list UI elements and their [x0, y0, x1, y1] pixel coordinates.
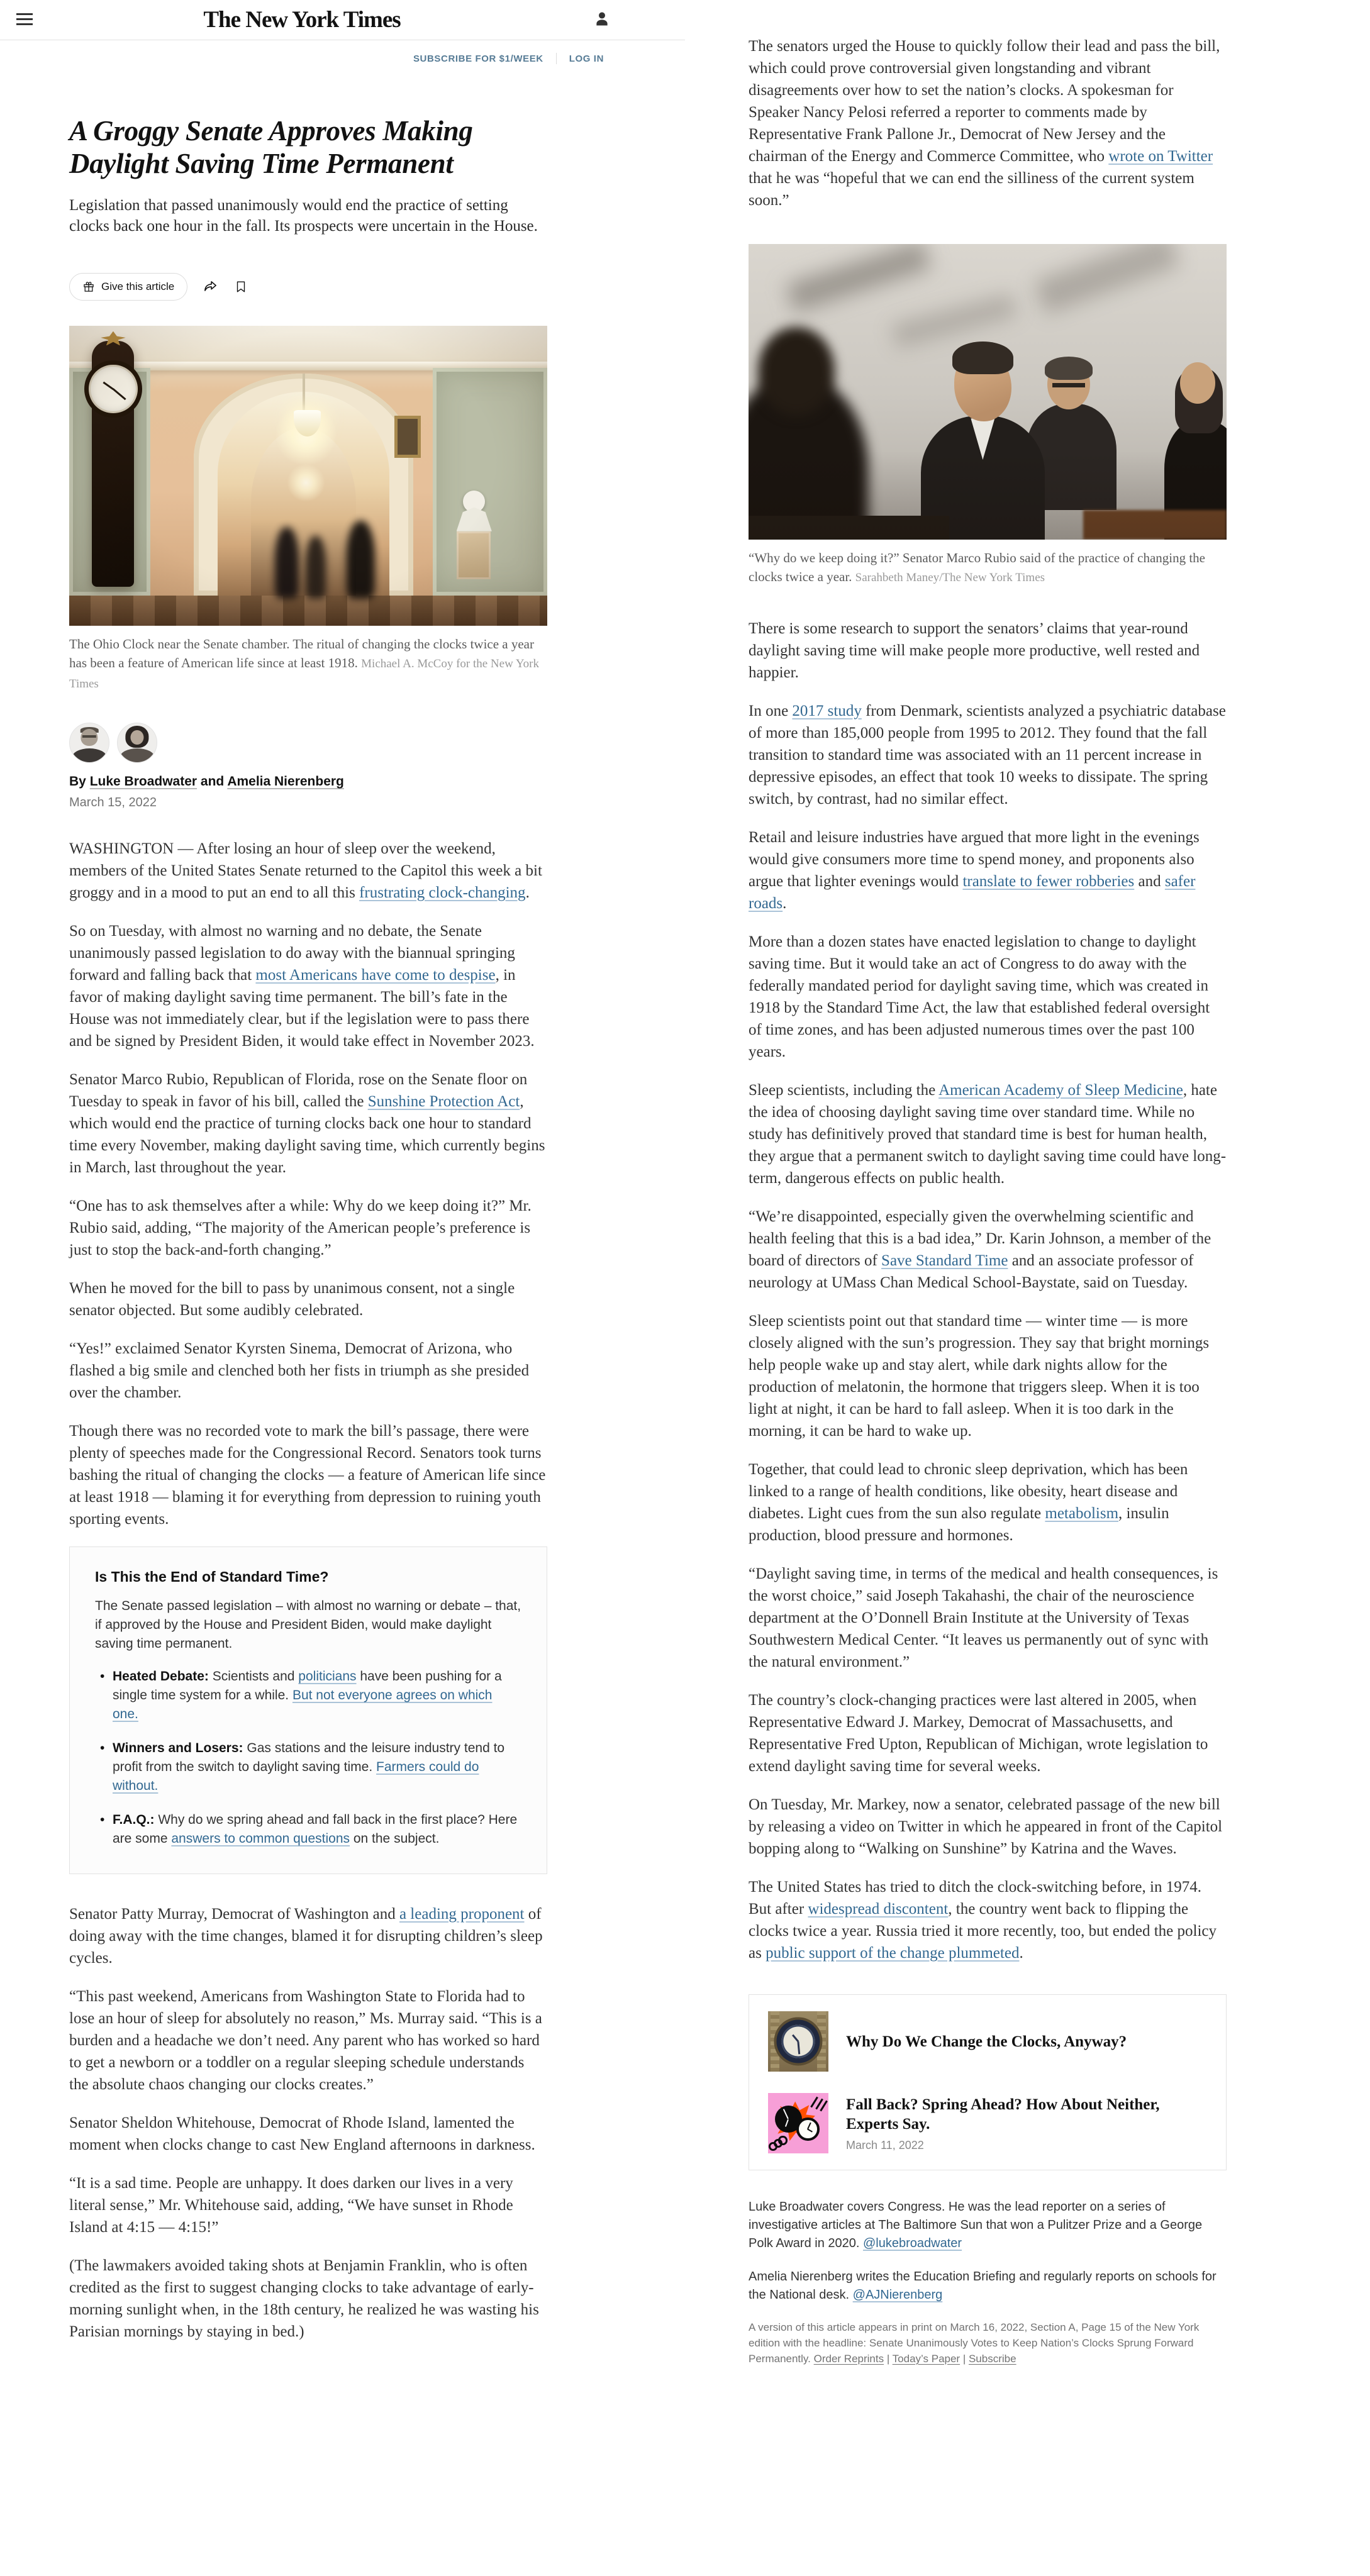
infobox-bullet: • Heated Debate: Scientists and politicians have been pushing for a single time system for a while. But not everyone agrees on which one. — [95, 1667, 521, 1724]
inline-link[interactable]: Farmers could do without. — [113, 1760, 479, 1793]
article-paragraph: So on Tuesday, with almost no warning and no debate, the Senate unanimously passed legislation to do away with the biannual springing forward and falling back that most Americans have come to despise, in favor of making daylight saving time permanent. The bill’s fate in the House was not immediately clear, but if the legislation were to pass there and be signed by President Biden, it would take effect in November 2023. — [69, 923, 535, 1050]
rubio-photo-credit: Sarahbeth Maney/The New York Times — [855, 571, 1045, 584]
inline-link[interactable]: answers to common questions — [171, 1831, 350, 1846]
inline-link[interactable]: frustrating clock-changing — [359, 884, 526, 901]
infobox-title: Is This the End of Standard Time? — [95, 1568, 329, 1585]
share-icon[interactable] — [203, 279, 219, 295]
inline-link[interactable]: most Americans have come to despise — [255, 967, 496, 984]
article-paragraph: The senators urged the House to quickly follow their lead and pass the bill, which could prove controversial given longstanding and vibrant disagreements over how to set the nation’s clocks. A spokesman for Speaker Nancy Pelosi referred a reporter to comments made by Representative Frank Pallone Jr., Democrat of New Jersey and the chairman of the Energy and Commerce Committee, who wrote on Twitter that he was “hopeful that we can end the silliness of the current system soon.” — [749, 38, 1220, 209]
inline-link[interactable]: Amelia Nierenberg — [227, 774, 344, 789]
user-icon[interactable] — [593, 10, 611, 30]
subscribe-bar — [0, 40, 685, 77]
byline: By Luke Broadwater and Amelia Nierenberg — [69, 774, 344, 789]
article-paragraph: “One has to ask themselves after a while: Why do we keep doing it?” Mr. Rubio said, adding, “The majority of the American people’s preference is just to stop the back-and-forth changing.” — [69, 1197, 532, 1258]
rubio-hearing-photo[interactable] — [749, 244, 1227, 540]
article-paragraph: There is some research to support the senators’ claims that year-round daylight saving time will make people more productive, well rested and happier. — [749, 620, 1200, 681]
article-left — [69, 114, 547, 2343]
article-body — [749, 35, 1227, 211]
author-avatars — [69, 723, 547, 763]
inline-link[interactable]: Save Standard Time — [881, 1252, 1008, 1269]
article-paragraph: Senator Patty Murray, Democrat of Washington and a leading proponent of doing away with the time changes, blamed it for disrupting children’s sleep cycles. — [69, 1906, 543, 1967]
article-paragraph: Retail and leisure industries have argued that more light in the evenings would give consumers more time to spend money, and proponents also argue that lighter evenings would translate to fewer robberies and safer roads. — [749, 829, 1200, 912]
article-paragraph: When he moved for the bill to pass by unanimous consent, not a single senator objected. But some audibly celebrated. — [69, 1280, 515, 1319]
nyt-logo[interactable]: The New York Times — [203, 7, 401, 33]
inline-link[interactable]: Subscribe — [968, 2353, 1016, 2365]
related-date: March 11, 2022 — [846, 2138, 924, 2151]
author-bio: Luke Broadwater covers Congress. He was the lead reporter on a series of investigative articles at The Baltimore Sun that won a Pulitzer Prize and a George Polk Award in 2020. @lukebroadwater — [749, 2200, 1203, 2250]
article-body — [69, 838, 547, 1530]
lead-photo-ohio-clock[interactable] — [69, 326, 547, 626]
gift-icon — [82, 280, 95, 293]
article-paragraph: Sleep scientists, including the American Academy of Sleep Medicine, hate the idea of choosing daylight saving time over standard time. While no study has definitively proved that standard time is best for human health, they argue that a permanent switch to daylight saving time could have long-term, dangerous effects on public health. — [749, 1082, 1227, 1187]
related-title[interactable]: Why Do We Change the Clocks, Anyway? — [846, 2033, 1127, 2050]
article-body — [749, 618, 1227, 1964]
inline-link[interactable]: @lukebroadwater — [862, 2236, 962, 2250]
infobox-list — [95, 1667, 521, 1848]
page-column-right — [685, 0, 1370, 2576]
avatar-amelia-nierenberg[interactable] — [117, 723, 157, 763]
article-paragraph: “It is a sad time. People are unhappy. It does darken our lives in a very literal sense,” Mr. Whitehouse said, adding, “We have sunset in Rhode Island at 4:15 — 4:15!” — [69, 2175, 513, 2236]
article-body — [69, 1903, 547, 2343]
avatar-luke-broadwater[interactable] — [69, 723, 109, 763]
inline-link[interactable]: safer roads — [749, 873, 1196, 912]
article-paragraph: “Yes!” exclaimed Senator Kyrsten Sinema, Democrat of Arizona, who flashed a big smile and clenched both her fists in triumph as she presided over the chamber. — [69, 1340, 530, 1401]
inline-link[interactable]: @AJNierenberg — [852, 2288, 943, 2302]
divider — [556, 53, 557, 64]
article-paragraph: Senator Marco Rubio, Republican of Florida, rose on the Senate floor on Tuesday to speak in favor of his bill, called the Sunshine Protection Act, which would end the practice of turning clocks back one hour to standard time every November, making daylight saving time, which currently begins in March, last throughout the year. — [69, 1071, 545, 1176]
lead-photo-credit: Michael A. McCoy for the New York Times — [69, 657, 539, 691]
article-paragraph: (The lawmakers avoided taking shots at Benjamin Franklin, who is often credited as the first to suggest changing clocks to take advantage of early-morning sunlight when, in the 18th century, he realized he was wasting his Parisian mornings by staying in bed.) — [69, 2257, 539, 2340]
infobox — [69, 1546, 547, 1874]
inline-link[interactable]: Order Reprints — [813, 2353, 884, 2365]
article-paragraph: “Daylight saving time, in terms of the medical and health consequences, is the worst choice,” said Joseph Takahashi, the chair of the neuroscience department at the O’Donnell Brain Institute at the University of Texas Southwestern Medical Center. “It leaves us permanently out of sync with the natural environment.” — [749, 1565, 1218, 1670]
article-paragraph: Senator Sheldon Whitehouse, Democrat of Rhode Island, lamented the moment when clocks change to cast New England afternoons in darkness. — [69, 2114, 535, 2153]
inline-link[interactable]: public support of the change plummeted — [766, 1945, 1020, 1962]
inline-link[interactable]: wrote on Twitter — [1108, 148, 1213, 165]
lead-photo-caption: The Ohio Clock near the Senate chamber. The ritual of changing the clocks twice a year has been a feature of American life since at least 1918. Michael A. McCoy for the New York Times — [69, 636, 539, 691]
article-paragraph: The United States has tried to ditch the clock-switching before, in 1974. But after widespread discontent, the country went back to flipping the clocks twice a year. Russia tried it more recently, too, but ended the policy as public support of the change plummeted. — [749, 1879, 1217, 1962]
bookmark-icon[interactable] — [234, 279, 248, 295]
article-paragraph: On Tuesday, Mr. Markey, now a senator, celebrated passage of the new bill by releasing a video on Twitter in which he appeared in front of the Capitol bopping along to “Walking on Sunshine” by Katrina and the Waves. — [749, 1796, 1223, 1857]
site-header — [0, 0, 685, 40]
article-paragraph: Though there was no recorded vote to mark the bill’s passage, there were plenty of speeches made for the Congressional Record. Senators took turns bashing the ritual of changing the clocks — a feature of American life since at least 1918 — blaming it for everything from depression to ruining youth sporting events. — [69, 1423, 546, 1528]
give-article-button[interactable] — [69, 273, 187, 301]
inline-link[interactable]: But not everyone agrees on which one. — [113, 1688, 493, 1721]
article-paragraph: The country’s clock-changing practices were last altered in 2005, when Representative Edward J. Markey, Democrat of Massachusetts, and Representative Fred Upton, Republican of Michigan, wrote legislation to extend daylight saving time for several weeks. — [749, 1692, 1208, 1775]
inline-link[interactable]: Luke Broadwater — [89, 774, 198, 789]
article-actions — [69, 273, 547, 301]
subscribe-link[interactable]: SUBSCRIBE FOR $1/WEEK — [413, 53, 543, 64]
bigben-thumb[interactable] — [768, 2011, 828, 2072]
related-article[interactable] — [768, 2011, 1207, 2072]
article-summary: Legislation that passed unanimously would end the practice of setting clocks back one hour in the fall. Its prospects were uncertain in the House. — [69, 197, 538, 235]
author-bios — [749, 2198, 1227, 2304]
related-title[interactable]: Fall Back? Spring Ahead? How About Neither, Experts Say. — [846, 2096, 1160, 2133]
article-paragraph: Together, that could lead to chronic sleep deprivation, which has been linked to a range of health conditions, like obesity, heart disease and diabetes. Light cues from the sun also regulate metabolism, insulin production, blood pressure and hormones. — [749, 1461, 1188, 1544]
login-link[interactable]: LOG IN — [569, 53, 604, 64]
infobox-bullet: • Winners and Losers: Gas stations and the leisure industry tend to profit from the switch to daylight saving time. Farmers could do without. — [95, 1739, 521, 1796]
related-article[interactable] — [768, 2093, 1207, 2153]
inline-link[interactable]: widespread discontent — [808, 1901, 949, 1918]
article-paragraph: WASHINGTON — After losing an hour of sleep over the weekend, members of the United States Senate returned to the Capitol this week a bit groggy and in a mood to put an end to all this frustrating clock-changing. — [69, 840, 542, 901]
article-paragraph: “This past weekend, Americans from Washington State to Florida had to lose an hour of sleep for absolutely no reason,” Ms. Murray said. “This is a burden and a headache we don’t need. Any parent who has worked so hard to get a newborn or a toddler on a regular sleeping schedule understands the absolute chaos changing our clocks creates.” — [69, 1988, 542, 2093]
author-bio: Amelia Nierenberg writes the Education Briefing and regularly reports on schools for the National desk. @AJNierenberg — [749, 2270, 1217, 2302]
inline-link[interactable]: metabolism — [1045, 1505, 1119, 1522]
article-paragraph: More than a dozen states have enacted legislation to change to daylight saving time. But it would take an act of Congress to do away with the federally mandated period for daylight saving time, which was created in 1918 by the Standard Time Act, the law that established federal oversight of time zones, and has been adjusted numerous times over the past 100 years. — [749, 933, 1210, 1060]
inline-link[interactable]: translate to fewer robberies — [962, 873, 1135, 890]
article-right — [749, 0, 1227, 2367]
clocks-thumb[interactable] — [768, 2093, 828, 2153]
print-note: A version of this article appears in print on March 16, 2022, Section A, Page 15 of the New York edition with the headline: Senate Unanimously Votes to Keep Nation’s Clocks Sprung Forward Permanently. Order Reprints | Today’s Paper | Subscribe — [749, 2321, 1200, 2365]
inline-link[interactable]: American Academy of Sleep Medicine — [938, 1082, 1183, 1099]
give-article-label: Give this article — [101, 280, 175, 292]
inline-link[interactable]: 2017 study — [792, 702, 862, 719]
article-paragraph: “We’re disappointed, especially given the overwhelming scientific and health feeling that this is a bad idea,” Dr. Karin Johnson, a member of the board of directors of Save Standard Time and an associate professor of neurology at UMass Chan Medical School-Baystate, said on Tuesday. — [749, 1208, 1211, 1291]
article-paragraph: In one 2017 study from Denmark, scientists analyzed a psychiatric database of more than 185,000 people from 1995 to 2012. They found that the fall transition to standard time was associated with an 11 percent increase in depressive episodes, an effect that took 10 weeks to dissipate. The spring switch, by contrast, had no similar effect. — [749, 702, 1226, 808]
infobox-intro: The Senate passed legislation – with almost no warning or debate – that, if approved by the House and President Biden, would make daylight saving time permanent. — [95, 1599, 521, 1651]
inline-link[interactable]: politicians — [298, 1669, 357, 1684]
inline-link[interactable]: Today’s Paper — [892, 2353, 961, 2365]
rubio-photo-caption: “Why do we keep doing it?” Senator Marco Rubio said of the practice of changing the clocks twice a year. Sarahbeth Maney/The New York Times — [749, 550, 1206, 584]
inline-link[interactable]: Sunshine Protection Act — [367, 1093, 520, 1110]
infobox-bullet: • F.A.Q.: Why do we spring ahead and fall back in the first place? Here are some answers to common questions on the subject. — [95, 1811, 521, 1848]
publish-date: March 15, 2022 — [69, 796, 157, 809]
inline-link[interactable]: a leading proponent — [399, 1906, 525, 1923]
article-paragraph: Sleep scientists point out that standard time — winter time — is more closely aligned with the sun’s progression. They say that bright mornings help people wake up and stay alert, while dark nights allow for the production of melatonin, the hormone that triggers sleep. When it is too light at night, it can be hard to fall asleep. When it is too dark in the morning, it can be hard to wake up. — [749, 1313, 1210, 1440]
related-articles — [749, 1994, 1227, 2170]
page-title: A Groggy Senate Approves Making Daylight Saving Time Permanent — [69, 115, 473, 179]
